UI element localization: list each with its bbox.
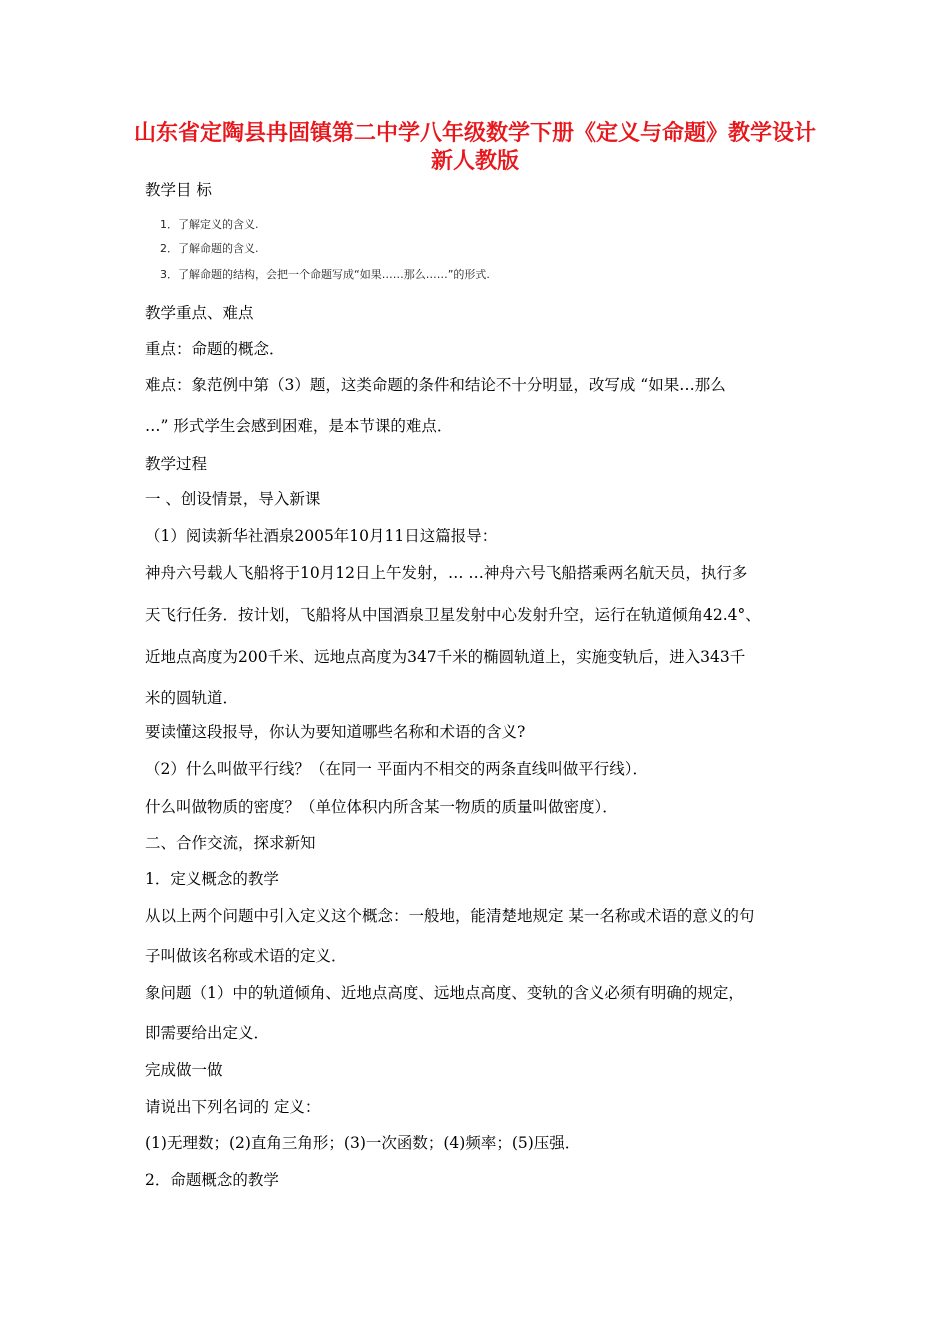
paragraph-line: (1)无理数；(2)直角三角形；(3)一次函数；(4)频率；(5)压强． [145,1134,581,1152]
paragraph-line: 子叫做该名称或术语的定义． [145,947,347,965]
paragraph-line: 即需要给出定义． [145,1024,270,1042]
section-heading: 二、合作交流，探求新知 [145,834,316,852]
paragraph-line: 米的圆轨道． [145,689,239,707]
paragraph-line: 从以上两个问题中引入定义这个概念：一般地，能清楚地规定 某一名称或术语的意义的句 [145,907,755,925]
paragraph-line: 什么叫做物质的密度？（单位体积内所含某一物质的质量叫做密度）． [145,798,618,816]
paragraph-line: （1）阅读新华社酒泉2005年10月11日这篇报导： [145,527,498,545]
paragraph-line: （2）什么叫做平行线？（在同一 平面内不相交的两条直线叫做平行线）． [145,760,649,778]
section-heading: 一 、创设情景，导入新课 [145,490,321,508]
goal-item: 1．了解定义的含义. [160,218,259,231]
section-heading: 教学过程 [145,455,208,473]
paragraph-line: 请说出下列名词的 定义： [145,1098,321,1116]
document-title: 山东省定陶县冉固镇第二中学八年级数学下册《定义与命题》教学设计 新人教版 [133,121,816,174]
section-heading: 教学重点、难点 [145,304,254,322]
paragraph-line: 天飞行任务．按计划，飞船将从中国酒泉卫星发射中心发射升空，运行在轨道倾角42.4°、 [145,606,761,624]
paragraph-line: 近地点高度为200千米、远地点高度为347千米的椭圆轨道上，实施变轨后，进入343千 [145,648,746,666]
paragraph-line: 完成做一做 [145,1061,223,1079]
paragraph-line: 神舟六号载人飞船将于10月12日上午发射，… …神舟六号飞船搭乘两名航天员，执行多 [145,564,748,582]
subsection-heading: 2．命题概念的教学 [145,1171,279,1189]
paragraph-line: …” 形式学生会感到困难，是本节课的难点． [145,417,453,435]
subsection-heading: 1．定义概念的教学 [145,870,279,888]
goal-item: 2．了解命题的含义. [160,242,259,255]
goals-heading: 教学目 标 [145,181,212,199]
paragraph-line: 要读懂这段报导，你认为要知道哪些名称和术语的含义? [145,723,526,741]
paragraph-line: 象问题（1）中的轨道倾角、近地点高度、远地点高度、变轨的含义必须有明确的规定， [145,984,744,1002]
paragraph-line: 难点：象范例中第（3）题，这类命题的条件和结论不十分明显，改写成 “如果…那么 [145,376,726,394]
paragraph-line: 重点：命题的概念． [145,340,285,358]
goal-item: 3．了解命题的结构，会把一个命题写成“如果……那么……”的形式. [160,268,490,281]
